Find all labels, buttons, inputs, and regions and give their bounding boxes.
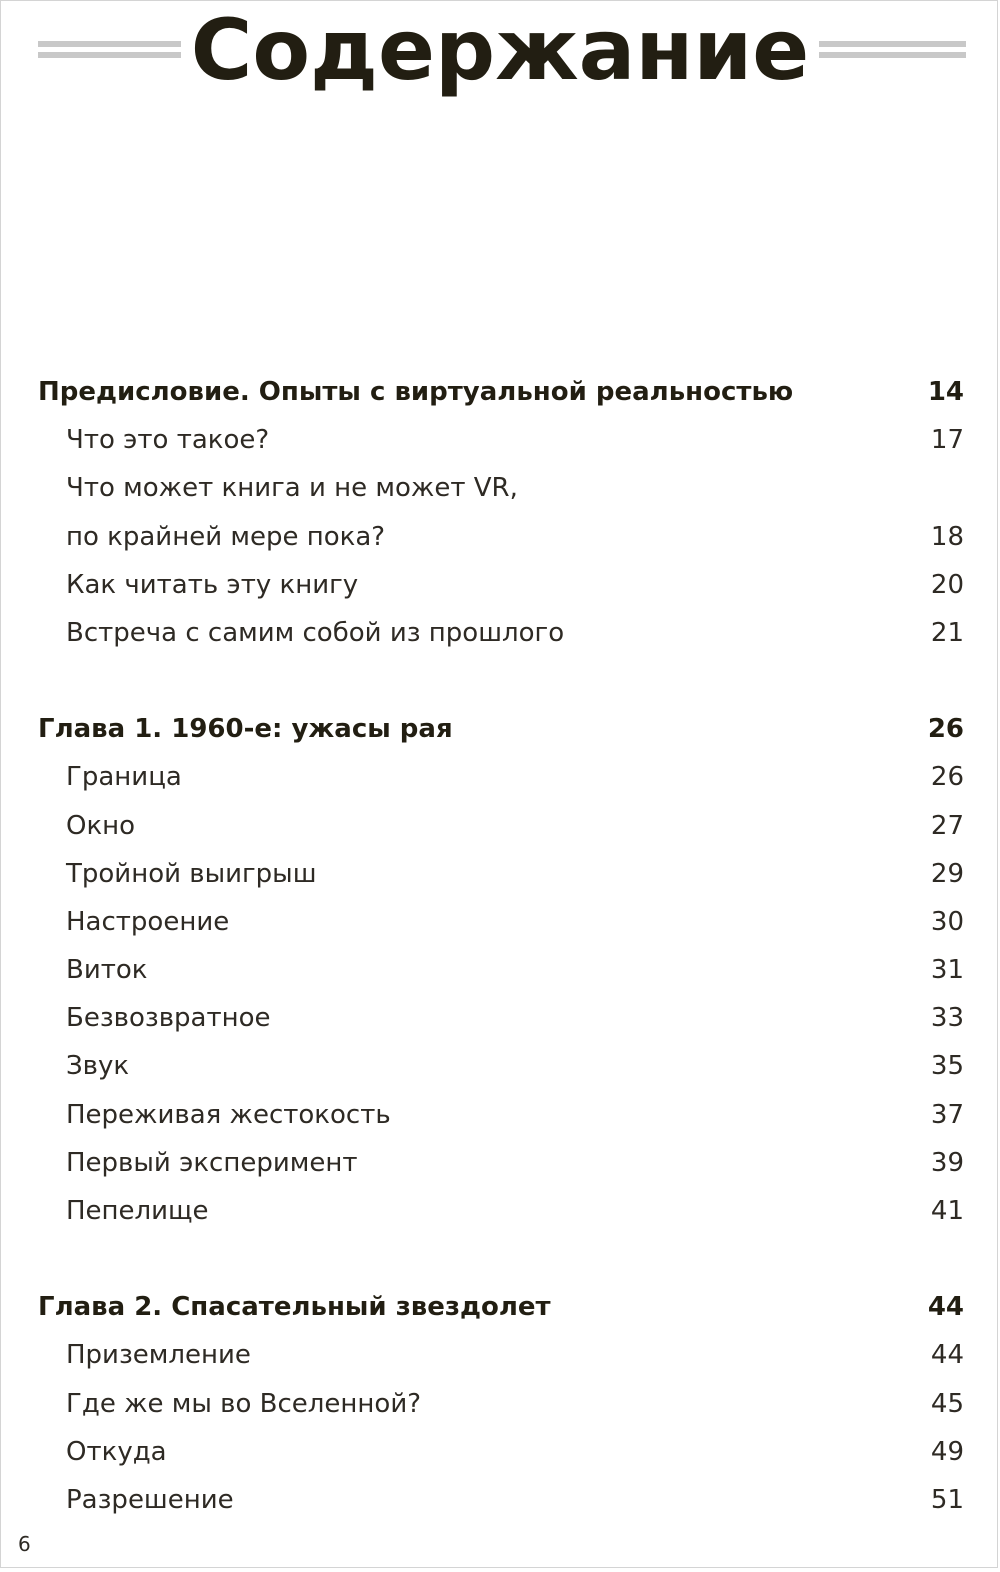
- toc-chapter-page: 14: [927, 377, 964, 407]
- toc-section: [0, 1283, 1000, 1524]
- toc-chapter-entry[interactable]: [0, 1283, 1000, 1331]
- toc-entry-title: Где же мы во Вселенной?: [66, 1388, 422, 1419]
- toc-chapter-entry[interactable]: [0, 705, 1000, 753]
- toc-entry-page: 49: [930, 1436, 964, 1467]
- toc-entry-title: Тройной выигрыш: [66, 858, 317, 889]
- toc-entry[interactable]: [0, 946, 1000, 994]
- toc-entry-page: 37: [930, 1099, 964, 1130]
- toc-entry[interactable]: [0, 1428, 1000, 1476]
- toc-entry[interactable]: [0, 994, 1000, 1042]
- toc-entry[interactable]: [0, 850, 1000, 898]
- toc-entry[interactable]: [0, 1476, 1000, 1524]
- toc-entry-title: Безвозвратное: [66, 1003, 271, 1034]
- toc-entry-title: Что может книга и не может VR,: [66, 473, 518, 504]
- toc-entry-title: Виток: [66, 955, 148, 986]
- toc-entry-title: Окно: [66, 810, 136, 841]
- toc-entry-title: Откуда: [66, 1436, 167, 1467]
- toc-entry-page: 45: [930, 1388, 964, 1419]
- toc-entry-page: 17: [930, 425, 964, 456]
- table-of-contents: [0, 368, 1000, 1572]
- toc-entry[interactable]: [0, 513, 1000, 561]
- toc-entry[interactable]: [0, 1380, 1000, 1428]
- toc-entry-title: Что это такое?: [66, 425, 270, 456]
- toc-entry-title: Приземление: [66, 1340, 251, 1371]
- toc-entry-title: Встреча с самим собой из прошлого: [66, 617, 565, 648]
- toc-entry[interactable]: [0, 1187, 1000, 1235]
- toc-chapter-title: Глава 2. Спасательный звездолет: [38, 1292, 551, 1323]
- toc-entry-page: 20: [930, 569, 964, 600]
- toc-entry[interactable]: [0, 753, 1000, 801]
- toc-entry-page: 27: [930, 810, 964, 841]
- toc-entry-title: Настроение: [66, 906, 230, 937]
- toc-section: [0, 368, 1000, 657]
- toc-entry[interactable]: [0, 416, 1000, 464]
- toc-chapter-title: Предисловие. Опыты с виртуальной реальностью: [38, 377, 794, 407]
- toc-chapter-page: 44: [927, 1292, 964, 1323]
- toc-section: [0, 705, 1000, 1235]
- toc-entry[interactable]: [0, 1091, 1000, 1139]
- page-title: [0, 2, 1000, 98]
- toc-entry-page: 33: [930, 1003, 964, 1034]
- toc-entry-title: Переживая жестокость: [66, 1099, 391, 1130]
- toc-chapter-title: Глава 1. 1960-е: ужасы рая: [38, 714, 453, 745]
- toc-entry[interactable]: [0, 898, 1000, 946]
- toc-entry-page: 29: [930, 858, 964, 889]
- toc-entry-title: Как читать эту книгу: [66, 569, 359, 600]
- toc-chapter-entry[interactable]: [0, 368, 1000, 416]
- page-number: 6: [18, 1532, 31, 1556]
- toc-entry[interactable]: [0, 1042, 1000, 1090]
- toc-entry-title: Граница: [66, 762, 182, 793]
- toc-entry-title: Пепелище: [66, 1196, 209, 1226]
- toc-entry-page: 35: [930, 1051, 964, 1082]
- page-title-text: Содержание: [181, 1, 819, 99]
- toc-entry[interactable]: [0, 464, 1000, 512]
- toc-entry-page: 31: [930, 955, 964, 986]
- toc-entry-page: 51: [930, 1484, 964, 1515]
- toc-entry[interactable]: [0, 1331, 1000, 1379]
- toc-entry[interactable]: [0, 609, 1000, 657]
- toc-entry-page: 41: [930, 1196, 964, 1226]
- toc-entry-page: 44: [930, 1340, 964, 1371]
- toc-entry-page: 18: [930, 521, 964, 552]
- toc-entry[interactable]: [0, 802, 1000, 850]
- toc-chapter-page: 26: [927, 714, 964, 745]
- title-bar: [0, 0, 1000, 100]
- toc-entry-page: 39: [930, 1147, 964, 1178]
- toc-entry-title: Первый эксперимент: [66, 1147, 358, 1178]
- toc-entry-title: Звук: [66, 1051, 130, 1082]
- toc-entry-title: по крайней мере пока?: [66, 521, 386, 552]
- toc-entry-page: 26: [930, 762, 964, 793]
- toc-entry-title: Разрешение: [66, 1484, 234, 1515]
- toc-entry[interactable]: [0, 561, 1000, 609]
- toc-entry-page: 30: [930, 906, 964, 937]
- toc-entry-page: 21: [930, 617, 964, 648]
- toc-entry[interactable]: [0, 1139, 1000, 1187]
